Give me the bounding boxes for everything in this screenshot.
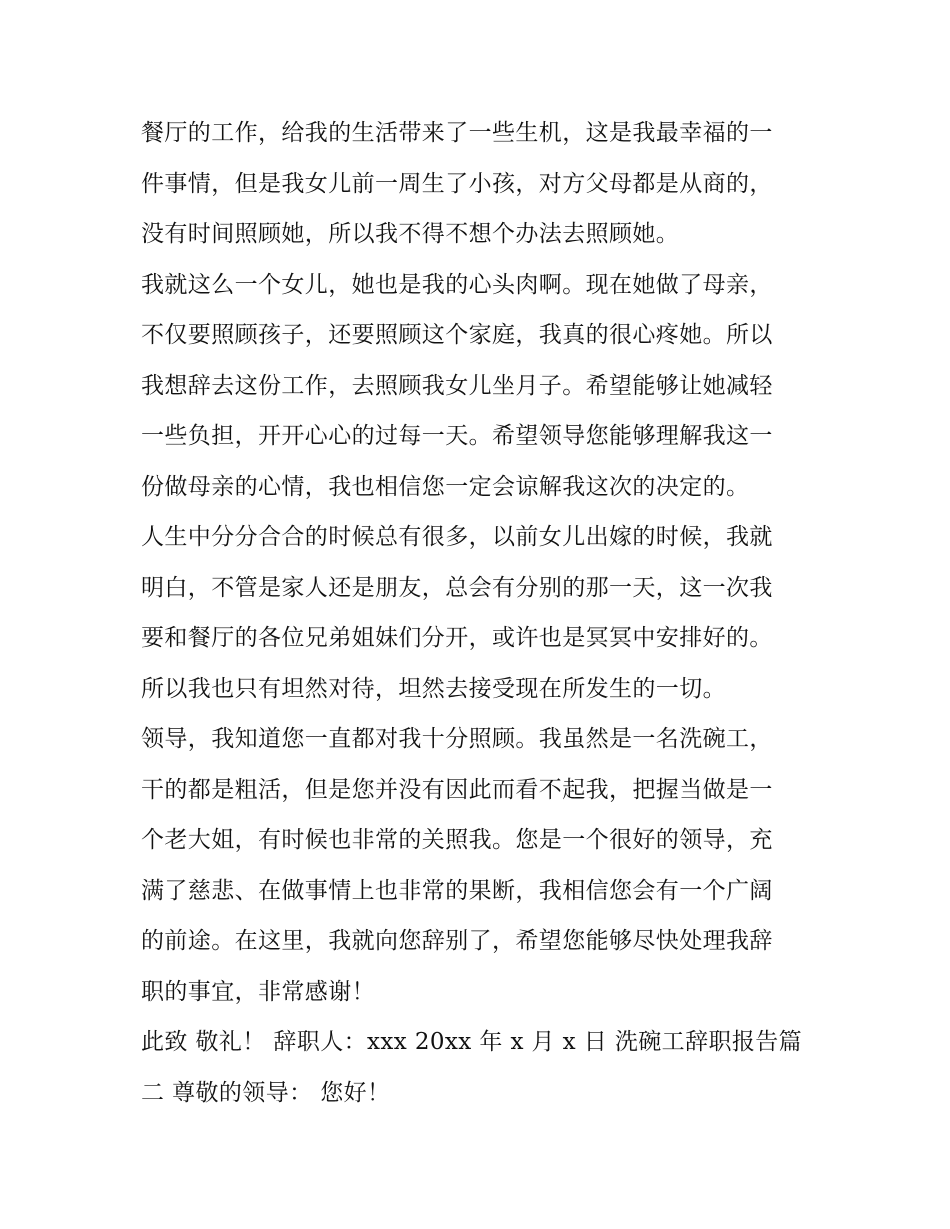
text-line: 所以我也只有坦然对待，坦然去接受现在所发生的一切。: [141, 675, 726, 702]
text-line: 二 尊敬的领导： 您好！: [141, 1079, 391, 1106]
text-line: 份做母亲的心情，我也相信您一定会谅解我这次的决定的。: [141, 473, 750, 500]
document-body: [141, 108, 821, 1118]
text-line: 职的事宜，非常感谢！: [141, 978, 375, 1005]
text-line: 领导，我知道您一直都对我十分照顾。我虽然是一名洗碗工，: [141, 726, 773, 752]
text-line: 不仅要照顾孩子，还要照顾这个家庭，我真的很心疼她。所以: [141, 322, 773, 348]
text-line: 个老大姐，有时候也非常的关照我。您是一个很好的领导，充: [141, 827, 773, 853]
text-line: 干的都是粗活，但是您并没有因此而看不起我，把握当做是一: [141, 776, 773, 803]
text-line: 餐厅的工作，给我的生活带来了一些生机，这是我最幸福的一: [141, 120, 773, 146]
text-line: 我就这么一个女儿，她也是我的心头肉啊。现在她做了母亲，: [141, 271, 773, 298]
text-line: 的前途。在这里，我就向您辞别了，希望您能够尽快处理我辞: [141, 928, 773, 954]
text-line: 没有时间照顾她，所以我不得不想个办法去照顾她。: [141, 221, 680, 247]
text-line: 一些负担，开开心心的过每一天。希望领导您能够理解我这一: [141, 423, 773, 449]
text-line: 满了慈悲、在做事情上也非常的果断，我相信您会有一个广阔: [141, 877, 773, 904]
text-line: 明白，不管是家人还是朋友，总会有分别的那一天，这一次我: [141, 574, 773, 601]
text-line: 件事情，但是我女儿前一周生了小孩，对方父母都是从商的，: [141, 170, 773, 197]
text-line: 人生中分分合合的时候总有很多，以前女儿出嫁的时候，我就: [141, 524, 773, 550]
text-line: 此致 敬礼！ 辞职人：xxx 20xx 年 x 月 x 日 洗碗工辞职报告篇: [141, 1029, 803, 1055]
text-line: 我想辞去这份工作，去照顾我女儿坐月子。希望能够让她减轻: [141, 372, 773, 399]
text-line: 要和餐厅的各位兄弟姐妹们分开，或许也是冥冥中安排好的。: [141, 625, 773, 651]
